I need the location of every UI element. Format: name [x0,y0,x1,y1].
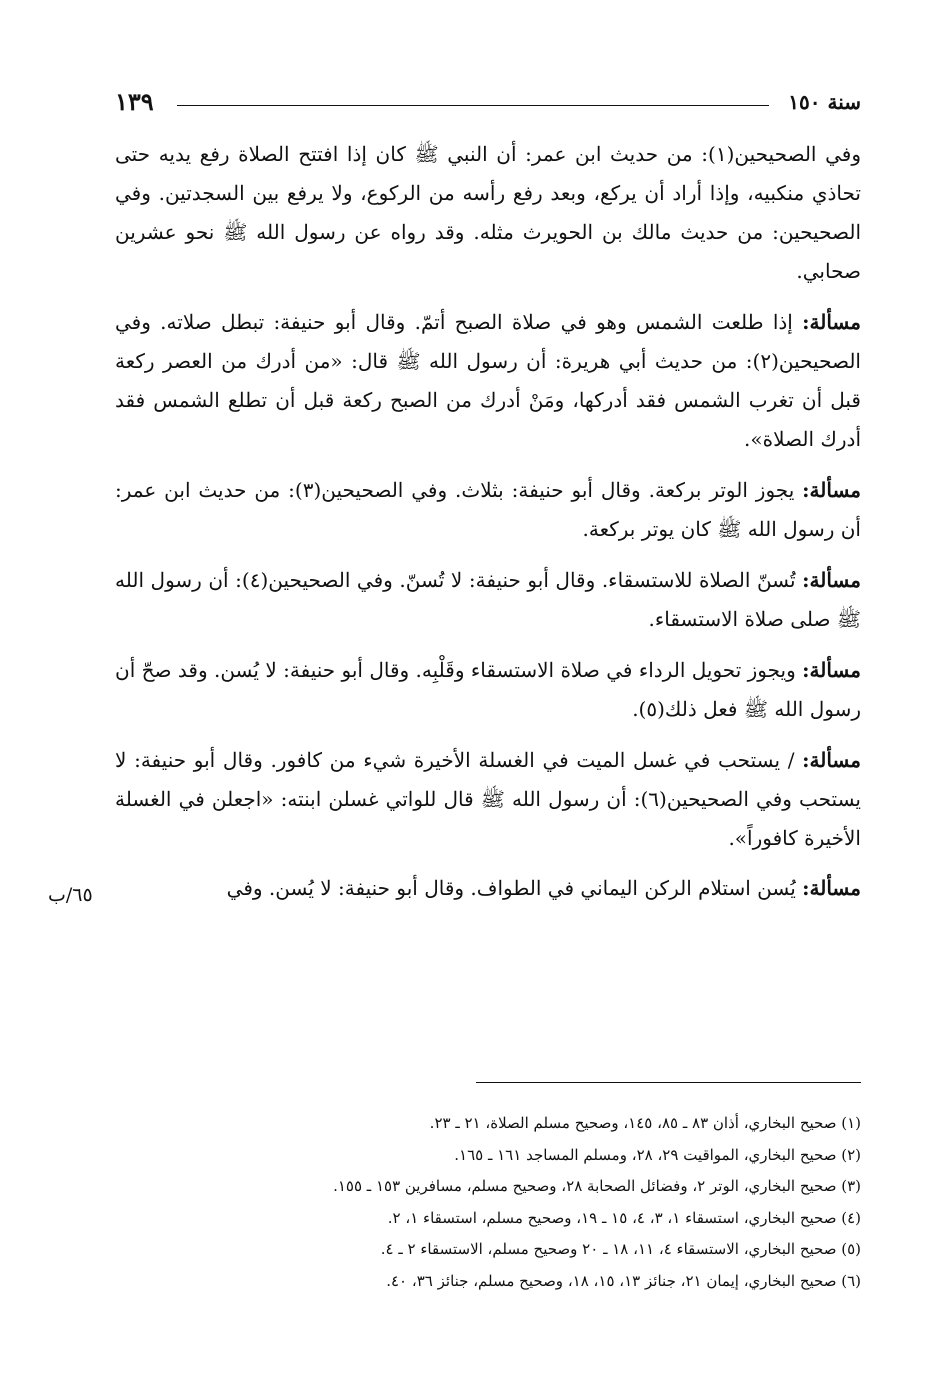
footnote: (٤) صحيح البخاري، استسقاء ١، ٣، ٤، ١٥ ـ ١٩، وصحيح مسلم، استسقاء ١، ٢. [387,1208,861,1227]
paragraph-text: إذا طلعت الشمس وهو في صلاة الصبح أتمّ. وقال أبو حنيفة: تبطل صلاته. وفي الصحيحين(٢): من حديث أبي هريرة: أن رسول الله ﷺ قال: «من أدرك من العصر ركعة قبل أن تغرب الشمس فقد أدركها، ومَنْ أدرك من الصبح ركعة قبل أن تطلع الشمس فقد أدرك الصلاة». [115,310,861,451]
footnote-separator [476,1082,861,1083]
paragraph [115,561,861,639]
footnote: (٢) صحيح البخاري، المواقيت ٢٩، ٢٨، ومسلم المساجد ١٦١ ـ ١٦٥. [454,1145,861,1164]
masala-label: مسألة: [802,748,861,772]
page-header [115,85,861,121]
footnote: (١) صحيح البخاري، أذان ٨٣ ـ ٨٥، ١٤٥، وصحيح مسلم الصلاة، ٢١ ـ ٢٣. [429,1114,861,1132]
paragraph [115,471,861,549]
paragraph-text: ويجوز تحويل الرداء في صلاة الاستسقاء وقَلْبِه. وقال أبو حنيفة: لا يُسن. وقد صحّ أن رسول الله ﷺ فعل ذلك(٥). [115,658,861,721]
masala-label: مسألة: [802,658,861,682]
paragraph-text: يجوز الوتر بركعة. وقال أبو حنيفة: بثلاث. وفي الصحيحين(٣): من حديث ابن عمر: أن رسول الله ﷺ كان يوتر بركعة. [115,478,861,541]
footnote: (٣) صحيح البخاري، الوتر ٢، وفضائل الصحابة ٢٨، وصحيح مسلم، مسافرين ١٥٣ ـ ١٥٥. [333,1177,861,1195]
masala-label: مسألة: [802,876,861,900]
paragraph [115,303,861,459]
footnote: (٦) صحيح البخاري، إيمان ٢١، جنائز ١٣، ١٥، ١٨، وصحيح مسلم، جنائز ٣٦، ٤٠. [386,1271,861,1290]
main-text [115,135,861,919]
masala-label: مسألة: [802,568,861,592]
footnote: (٥) صحيح البخاري، الاستسقاء ٤، ١١، ١٨ ـ ٢٠ وصحيح مسلم، الاستسقاء ٢ ـ ٤. [380,1240,861,1258]
masala-label: مسألة: [802,478,862,502]
paragraph-text: يُسن استلام الركن اليماني في الطواف. وقال أبو حنيفة: لا يُسن. وفي [226,876,803,900]
masala-label: مسألة: [802,310,861,334]
paragraph [115,135,861,291]
header-rule [177,105,769,106]
page-number: ١٣٩ [115,87,154,116]
paragraph-text: تُسنّ الصلاة للاستسقاء. وقال أبو حنيفة: لا تُسنّ. وفي الصحيحين(٤): أن رسول الله ﷺ صلى صلاة الاستسقاء. [115,568,861,631]
paragraph [115,741,861,858]
paragraph-text: / يستحب في غسل الميت في الغسلة الأخيرة شيء من كافور. وقال أبو حنيفة: لا يستحب وفي الصحيحين(٦): أن رسول الله ﷺ قال للواتي غسلن ابنته: «اجعلن في الغسلة الأخيرة كافوراً». [115,748,861,850]
manuscript-folio-note: ٦٥/ب [48,884,93,906]
running-title: سنة ١٥٠ [788,90,861,114]
footnotes [190,1108,861,1297]
paragraph-text: وفي الصحيحين(١): من حديث ابن عمر: أن النبي ﷺ كان إذا افتتح الصلاة رفع يديه حتى تحاذي منكبيه، وإذا أراد أن يركع، وبعد رفع رأسه من الركوع، ولا يرفع بين السجدتين. وفي الصحيحين: من حديث مالك بن الحويرث مثله. وقد رواه عن رسول الله ﷺ نحو عشرين صحابي. [115,142,861,283]
paragraph [115,651,861,729]
paragraph [115,869,861,908]
